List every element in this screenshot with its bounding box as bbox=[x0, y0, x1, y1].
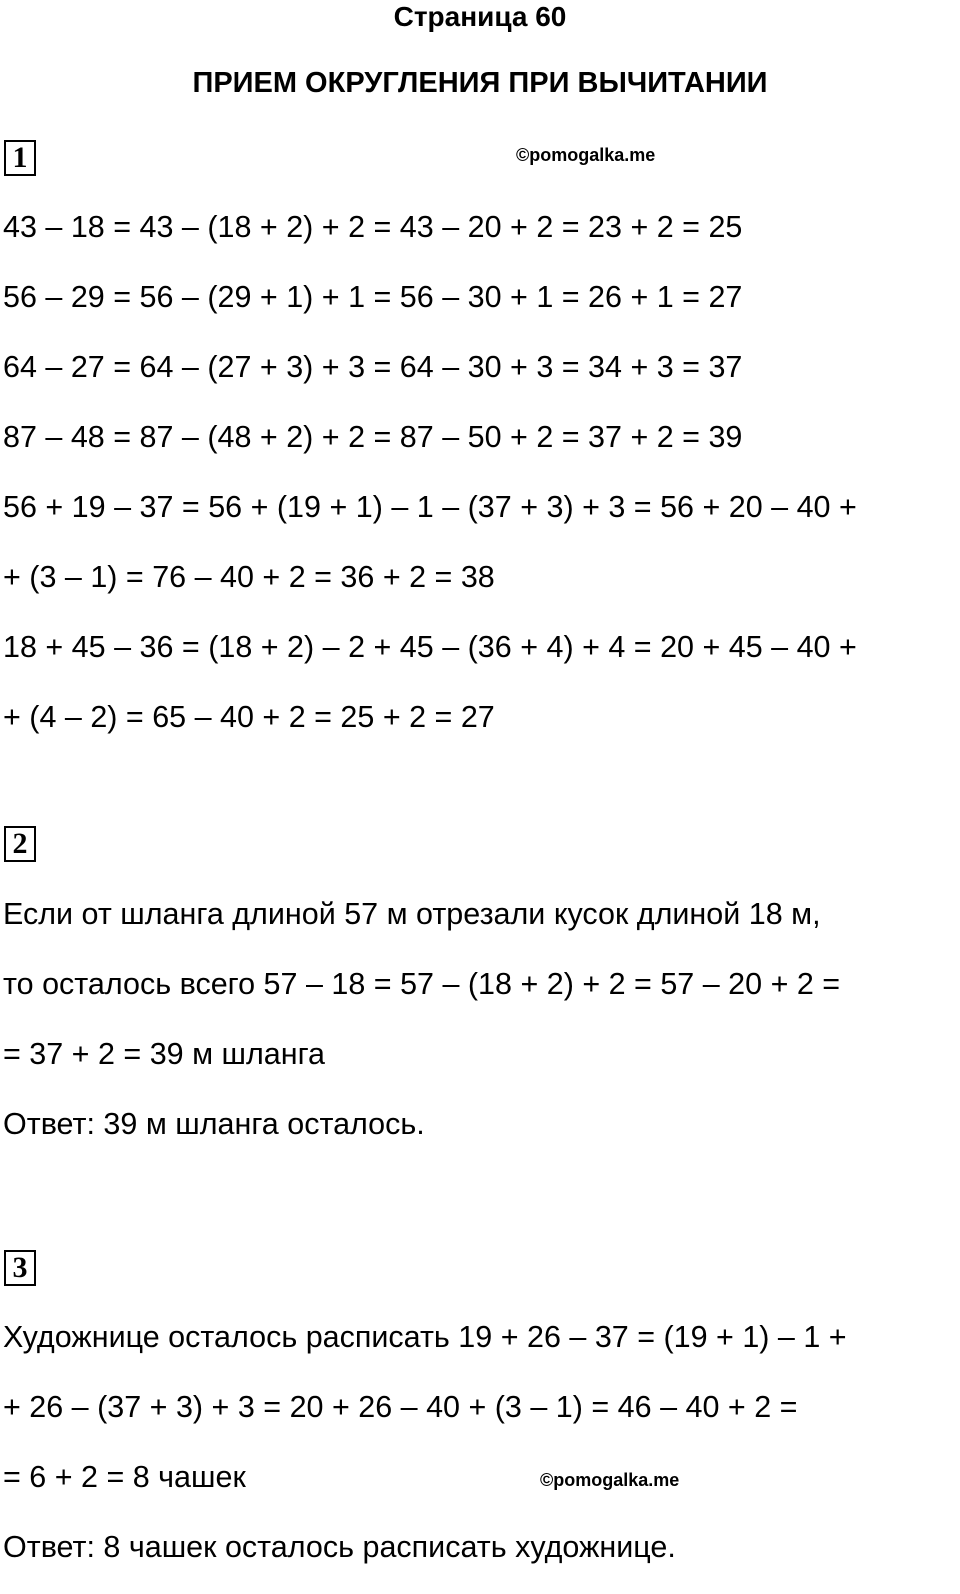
task-3-line-1: Художнице осталось расписать 19 + 26 – 37 = (19 + 1) – 1 + bbox=[3, 1320, 847, 1354]
watermark-bottom: ©pomogalka.me bbox=[540, 1470, 680, 1490]
task-3-line-2: + 26 – (37 + 3) + 3 = 20 + 26 – 40 + (3 – 1) = 46 – 40 + 2 = bbox=[3, 1390, 798, 1424]
page-title: Страница 60 bbox=[393, 1, 567, 32]
task-1-line-2: 56 – 29 = 56 – (29 + 1) + 1 = 56 – 30 + 1 = 26 + 1 = 27 bbox=[3, 280, 743, 314]
task-3-number: 3 bbox=[4, 1250, 36, 1286]
task-3-line-3: = 6 + 2 = 8 чашек bbox=[3, 1460, 246, 1494]
task-1-line-4: 87 – 48 = 87 – (48 + 2) + 2 = 87 – 50 + 2 = 37 + 2 = 39 bbox=[3, 420, 743, 454]
task-1-number: 1 bbox=[4, 140, 36, 176]
task-3-answer: Ответ: 8 чашек осталось расписать художнице. bbox=[3, 1530, 676, 1564]
task-2-line-2: то осталось всего 57 – 18 = 57 – (18 + 2) + 2 = 57 – 20 + 2 = bbox=[3, 967, 841, 1001]
task-2-number: 2 bbox=[4, 826, 36, 862]
task-2-answer: Ответ: 39 м шланга осталось. bbox=[3, 1107, 425, 1141]
task-1-line-3: 64 – 27 = 64 – (27 + 3) + 3 = 64 – 30 + 3 = 34 + 3 = 37 bbox=[3, 350, 743, 384]
task-2-line-1: Если от шланга длиной 57 м отрезали кусок длиной 18 м, bbox=[3, 897, 821, 931]
watermark: ©pomogalka.me bbox=[516, 145, 656, 165]
task-2-line-3: = 37 + 2 = 39 м шланга bbox=[3, 1037, 326, 1071]
task-1-line-8: + (4 – 2) = 65 – 40 + 2 = 25 + 2 = 27 bbox=[3, 700, 495, 734]
task-1-line-1: 43 – 18 = 43 – (18 + 2) + 2 = 43 – 20 + 2 = 23 + 2 = 25 bbox=[3, 210, 743, 244]
section-title: ПРИЕМ ОКРУГЛЕНИЯ ПРИ ВЫЧИТАНИИ bbox=[192, 67, 768, 99]
task-1-line-6: + (3 – 1) = 76 – 40 + 2 = 36 + 2 = 38 bbox=[3, 560, 495, 594]
task-1-line-5: 56 + 19 – 37 = 56 + (19 + 1) – 1 – (37 + 3) + 3 = 56 + 20 – 40 + bbox=[3, 490, 857, 524]
task-1-line-7: 18 + 45 – 36 = (18 + 2) – 2 + 45 – (36 + 4) + 4 = 20 + 45 – 40 + bbox=[3, 630, 857, 664]
